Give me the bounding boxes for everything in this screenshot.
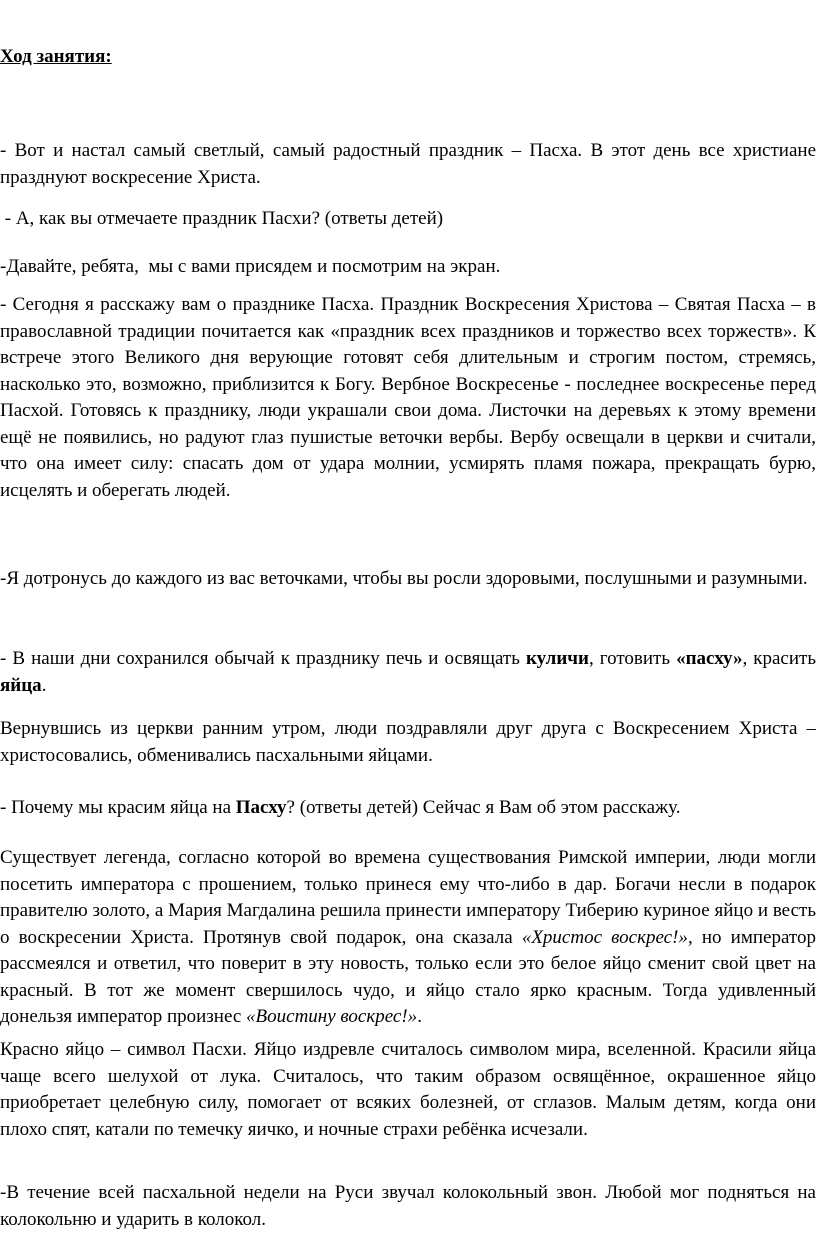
custom-text-e: . (41, 674, 47, 696)
paragraph-easter-story: - Сегодня я расскажу вам о празднике Пасха. Праздник Воскресения Христова – Святая Пасха – в православной традиции почитается как «праздник всех праздников и торжество всех торжеств». К встрече этого Великого дня верующие готовят себя длительным и строгим постом, стремясь, насколько это, возможно, приблизится к Богу. Вербное Воскресенье - последнее воскресенье перед Пасхой. Готовясь к празднику, люди украшали свои дома. Листочки на деревьях к этому времени ещё не появились, но радуют глаз пушистые веточки вербы. Вербу освещали в церкви и считали, что она имеет силу: спасать дом от удара молнии, усмирять пламя пожара, прекращать бурю, исцелять и оберегать людей. (0, 294, 816, 501)
custom-bold-paskha: «пасху» (676, 648, 743, 669)
custom-bold-eggs: яйца (0, 674, 42, 696)
paragraph-returning: Вернувшись из церкви ранним утром, люди поздравляли друг друга с Воскресением Христа – христосовались, обменивались пасхальными яйцами. (0, 718, 816, 766)
legend-text-a: Существует легенда, согласно которой во времена существования Римской империи, люди могли посетить императора с прошением, только принеся ему что-либо в дар. Богачи несли в подарок правителю золото, а Мария Магдалина решила принести императору Тиберию куриное яйцо и весть о воскресении Христа. Протянув свой подарок, она сказала (0, 847, 816, 948)
custom-text-a: - В наши дни сохранился обычай к празднику печь и освящать (0, 648, 526, 669)
paragraph-custom (0, 646, 816, 699)
legend-italic-christ-risen: «Христос воскрес!» (521, 926, 688, 948)
paragraph-red-egg: Красно яйцо – символ Пасхи. Яйцо издревле считалось символом мира, вселенной. Красили яйца чаще всего шелухой от лука. Считалось, что таким образом освящённое, окрашенное яйцо приобретает целебную силу, помогает от всяких болезней, от сглазов. Малым детям, когда они плохо спят, катали по темечку яичко, и ночные страхи ребёнка исчезали. (0, 1039, 816, 1140)
legend-italic-truly-risen: «Воистину воскрес!» (246, 1006, 418, 1027)
paragraph-screen: -Давайте, ребята, мы с вами присядем и посмотрим на экран. (0, 256, 501, 277)
paragraph-bells: -В течение всей пасхальной недели на Руси звучал колокольный звон. Любой мог подняться на колокольню и ударить в колокол. (0, 1182, 816, 1230)
legend-text-b: , но император рассмеялся и ответил, что поверит в эту новость, только если это белое яйцо сменит свой цвет на красный. В тот же момент свершилось чудо, и яйцо стало ярко красным. Тогда удивленный донельзя император произнес (0, 926, 816, 1027)
paragraph-intro: - Вот и настал самый светлый, самый радостный праздник – Пасха. В этот день все христиане празднуют воскресение Христа. (0, 140, 816, 188)
paragraph-touch: -Я дотронусь до каждого из вас веточками, чтобы вы росли здоровыми, послушными и разумными. (0, 568, 808, 589)
custom-text-d: , красить (742, 648, 816, 669)
paragraph-question: - А, как вы отмечаете праздник Пасхи? (ответы детей) (0, 208, 444, 229)
why-text-c: ? (ответы детей) Сейчас я Вам об этом расскажу. (286, 797, 681, 818)
paragraph-why-paint (0, 795, 816, 822)
paragraph-legend (0, 845, 816, 1031)
custom-text-c: , готовить (588, 648, 677, 669)
legend-text-c: . (417, 1006, 422, 1027)
lesson-heading: Ход занятия: (0, 46, 112, 67)
why-text-a: - Почему мы красим яйца на (0, 797, 236, 818)
why-bold-paskhu: Пасху (235, 797, 287, 818)
custom-bold-kulichi: куличи (525, 648, 589, 669)
